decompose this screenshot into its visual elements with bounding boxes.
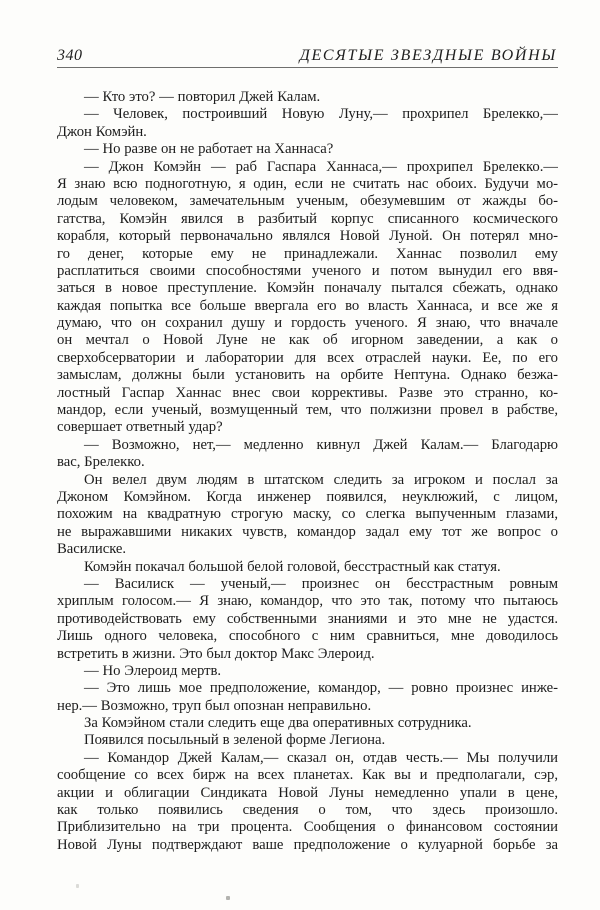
text-line: думаю, что он сохранил душу и гордость ученого. Я знаю, что вначале — [57, 315, 558, 332]
text-block — [57, 89, 558, 854]
text-line: Я знаю всю подноготную, я один, если не считать нас обоих. Будучи мо- — [57, 175, 558, 192]
text-line: Новой Луны подтверждают ваше предположение о кулуарной борьбе за — [57, 836, 558, 853]
paragraph — [57, 159, 558, 437]
text-line: Джон Комэйн. — [57, 123, 147, 140]
paragraph — [57, 663, 558, 680]
paragraph — [57, 472, 558, 559]
text-line: нер.— Возможно, труп был опознан неправильно. — [57, 697, 372, 714]
text-line: — Василиск — ученый,— произнес он бесстрастным ровным — [84, 575, 558, 592]
text-line: каждая попытка все больше ввергала его во власть Ханнаса, и все же я — [57, 297, 558, 314]
text-line: Появился посыльный в зеленой форме Легиона. — [84, 732, 386, 749]
text-line: го денег, которые ему не принадлежали. Ханнас позволил ему — [57, 245, 558, 262]
text-line: Лишь одного человека, способного с ним сравниться, мне доводилось — [57, 628, 558, 645]
paragraph — [57, 680, 558, 715]
text-line: корабля, который первоначально являлся Новой Луной. Он потерял мно- — [57, 228, 558, 245]
text-line: заться в новое преступление. Комэйн поначалу пытался сбежать, однако — [57, 280, 558, 297]
paragraph — [57, 750, 558, 854]
paragraph — [57, 576, 558, 663]
text-line: противодействовать ему собственными знаниями и это мне не удастся. — [57, 610, 558, 627]
paragraph — [57, 89, 558, 106]
text-line: лодым человеком, замечательным ученым, обезумевшим от жажды бо- — [57, 193, 558, 210]
page-number: 340 — [57, 47, 83, 64]
text-line: Он велел двум людям в штатском следить за игроком и послал за — [84, 471, 558, 488]
text-line: он мечтал о Новой Луне не как об игорном заведении, а как о — [57, 332, 558, 349]
page-header — [57, 47, 557, 65]
paragraph — [57, 141, 558, 158]
text-line: — Но Элероид мертв. — [84, 662, 222, 679]
text-line: — Это лишь мое предположение, командор, — ровно произнес инже- — [84, 680, 558, 697]
running-title: ДЕСЯТЫЕ ЗВЕЗДНЫЕ ВОЙНЫ — [299, 47, 557, 64]
text-line: — Возможно, нет,— медленно кивнул Джей Калам.— Благодарю — [84, 436, 558, 453]
text-line: Комэйн покачал большой белой головой, бесстрастный как статуя. — [84, 558, 501, 575]
text-line: За Комэйном стали следить еще два оперативных сотрудника. — [84, 715, 472, 732]
text-line: Приблизительно на три процента. Сообщения о финансовом состоянии — [57, 819, 558, 836]
text-line: замыслам, должны были установить на орбите Нептуна. Однако безжа- — [57, 367, 558, 384]
text-line: как только появились сведения о том, что здесь произошло. — [57, 802, 558, 819]
text-line: сообщение со всех бирж на всех планетах. Как вы и предполагали, сэр, — [57, 767, 558, 784]
text-line: Василиске. — [57, 541, 127, 558]
paragraph — [57, 559, 558, 576]
text-line: — Человек, построивший Новую Луну,— прохрипел Брелекко,— — [84, 106, 558, 123]
text-line: не выражавшими никаких чувств, командор задал ему тот же вопрос о — [57, 523, 558, 540]
text-line: — Но разве он не работает на Ханнаса? — [84, 141, 334, 158]
text-line: хриплым голосом.— Я знаю, командор, что это так, потому что пытаюсь — [57, 593, 558, 610]
paragraph — [57, 732, 558, 749]
paragraph — [57, 715, 558, 732]
text-line: — Кто это? — повторил Джей Калам. — [84, 89, 321, 105]
text-line: похожим на квадратную строгую маску, со слегка выпученным глазами, — [57, 506, 558, 523]
text-line: — Джон Комэйн — раб Гаспара Ханнаса,— прохрипел Брелекко.— — [84, 158, 558, 175]
text-line: совершает ответный удар? — [57, 419, 223, 436]
text-line: Джоном Комэйном. Когда инженер появился, неуклюжий, с лицом, — [57, 488, 558, 505]
text-line: лостный Гаспар Ханнас внес свои коррективы. Разве это странно, ко- — [57, 384, 558, 401]
text-line: вас, Брелекко. — [57, 454, 145, 471]
scan-artifact-dot — [226, 896, 230, 900]
text-line: сверхобсерватории и лаборатории для всех отраслей науки. Ее, по его — [57, 349, 558, 366]
text-line: — Командор Джей Калам,— сказал он, отдав честь.— Мы получили — [84, 749, 558, 766]
scan-artifact-dot — [76, 884, 79, 888]
paragraph — [57, 106, 558, 141]
text-line: акции и облигации Синдиката Новой Луны немедленно упали в цене, — [57, 784, 558, 801]
text-line: встретить в жизни. Это был доктор Макс Элероид. — [57, 645, 375, 662]
paragraph — [57, 437, 558, 472]
header-rule — [57, 67, 558, 68]
text-line: гатства, Комэйн явился в разбитый корпус списанного космического — [57, 210, 558, 227]
text-line: мандор, если ученый, возмущенный тем, что полжизни провел в рабстве, — [57, 402, 558, 419]
text-line: расплатиться своими способностями ученого и потом вынудил его ввя- — [57, 262, 558, 279]
